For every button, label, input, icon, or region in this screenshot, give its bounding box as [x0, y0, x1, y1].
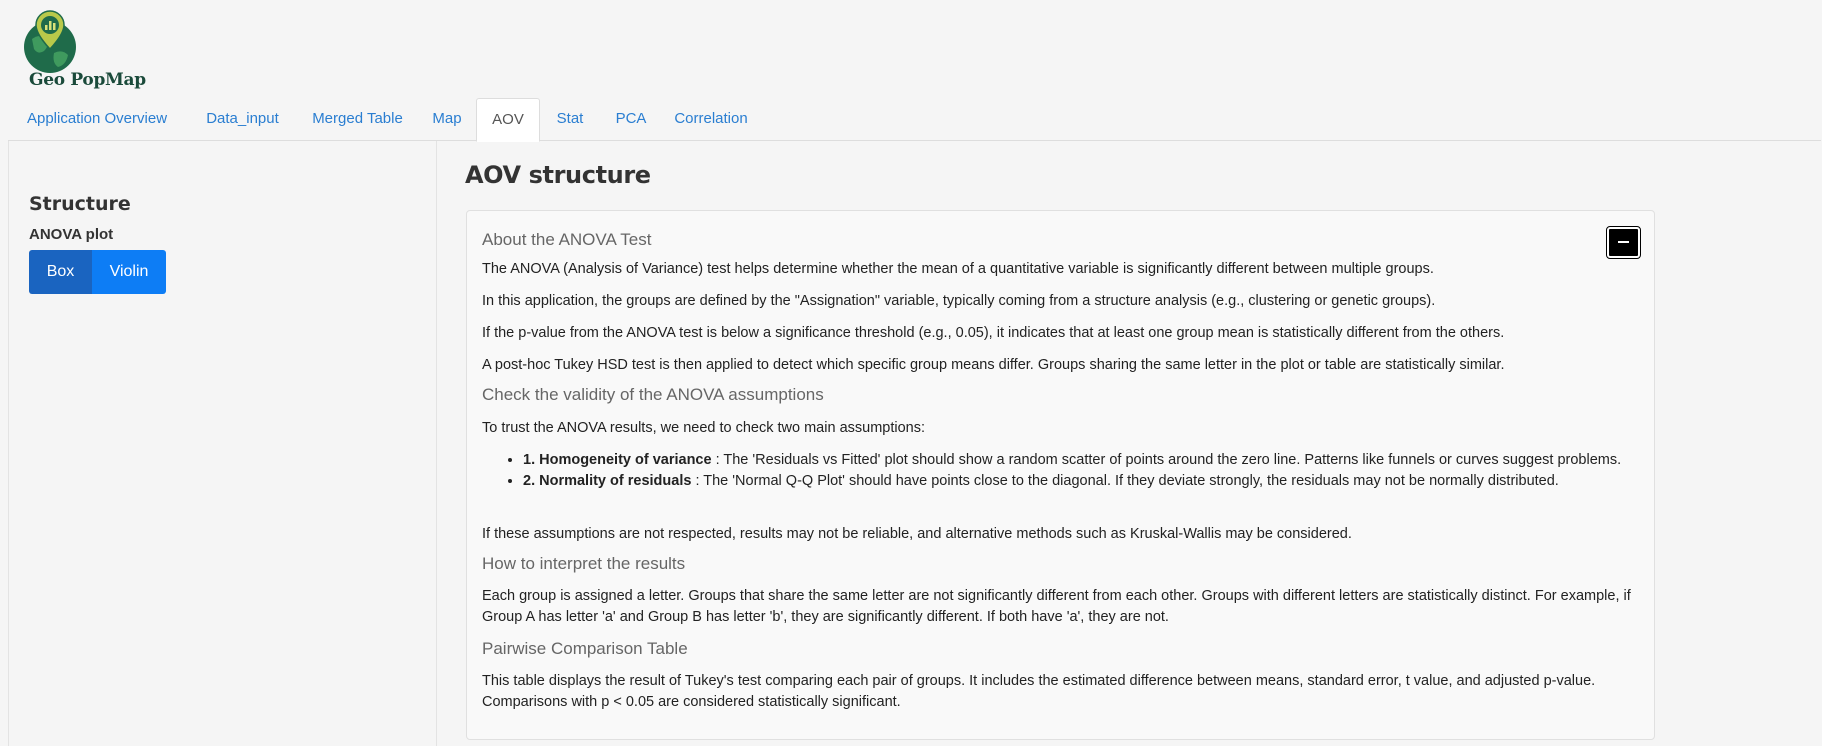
- list-item: [523, 471, 1643, 492]
- violin-plot-button[interactable]: Violin: [92, 250, 166, 294]
- bullet-bold-2: 2. Normality of residuals: [523, 473, 692, 489]
- plot-type-toggle: [29, 250, 166, 294]
- tab-correlation[interactable]: Correlation: [674, 110, 748, 127]
- bullet-text-1: : The 'Residuals vs Fitted' plot should show a random scatter of points around the zero line. Patterns like funnels or curves suggest problems.: [711, 452, 1622, 468]
- paragraph-7: Each group is assigned a letter. Groups that share the same letter are not significantly different from each other. Groups with different letters are statistically distinct. For example, if Group A has letter 'a' and Group B has letter 'b', they are significantly different. If both have 'a', they are not.: [482, 588, 1631, 625]
- paragraph-5: To trust the ANOVA results, we need to check two main assumptions:: [482, 420, 925, 436]
- tab-map[interactable]: Map: [432, 110, 462, 127]
- box-plot-button[interactable]: Box: [29, 250, 92, 294]
- tab-stat[interactable]: Stat: [556, 110, 584, 127]
- paragraph-4: A post-hoc Tukey HSD test is then applied to detect which specific group means differ. Groups sharing the same letter in the plot or table are statistically similar.: [482, 357, 1505, 373]
- tab-aov[interactable]: AOV: [476, 98, 540, 142]
- tab-merged-table[interactable]: Merged Table: [312, 110, 403, 127]
- collapse-button[interactable]: [1607, 227, 1640, 258]
- sidebar-title: Structure: [29, 193, 131, 215]
- assumptions-list: [523, 450, 1643, 492]
- paragraph-6: If these assumptions are not respected, results may not be reliable, and alternative methods such as Kruskal-Wallis may be considered.: [482, 526, 1352, 542]
- page-title: AOV structure: [465, 161, 651, 189]
- logo-text: Geo PopMap: [29, 70, 146, 90]
- paragraph-8: This table displays the result of Tukey's test comparing each pair of groups. It includes the estimated difference between means, standard error, t value, and adjusted p-value. Comparisons with p < 0.05 are considered statistically significant.: [482, 673, 1596, 710]
- list-item: [523, 450, 1643, 471]
- section-title-pairwise: Pairwise Comparison Table: [482, 639, 688, 658]
- globe-pin-icon: [22, 9, 78, 73]
- anova-info-card: [466, 210, 1655, 740]
- tab-data-input[interactable]: Data_input: [206, 110, 279, 127]
- minus-icon: [1618, 241, 1629, 243]
- bullet-text-2: : The 'Normal Q-Q Plot' should have points close to the diagonal. If they deviate strongly, the residuals may not be normally distributed.: [691, 473, 1559, 489]
- app-logo: [22, 9, 146, 90]
- bullet-bold-1: 1. Homogeneity of variance: [523, 452, 712, 468]
- paragraph-3: If the p-value from the ANOVA test is below a significance threshold (e.g., 0.05), it indicates that at least one group mean is statistically different from the others.: [482, 325, 1505, 341]
- sidebar-panel: [8, 141, 437, 746]
- section-title-interpret: How to interpret the results: [482, 554, 686, 573]
- section-title-about: About the ANOVA Test: [482, 230, 652, 249]
- paragraph-1: The ANOVA (Analysis of Variance) test helps determine whether the mean of a quantitative variable is significantly different between multiple groups.: [482, 261, 1434, 277]
- tab-application-overview[interactable]: Application Overview: [26, 110, 168, 127]
- nav-tabs: [8, 98, 1821, 141]
- paragraph-2: In this application, the groups are defined by the "Assignation" variable, typically coming from a structure analysis (e.g., clustering or genetic groups).: [482, 293, 1436, 309]
- section-title-assumptions: Check the validity of the ANOVA assumptions: [482, 385, 824, 404]
- tab-pca[interactable]: PCA: [615, 110, 647, 127]
- anova-plot-label: ANOVA plot: [29, 226, 114, 243]
